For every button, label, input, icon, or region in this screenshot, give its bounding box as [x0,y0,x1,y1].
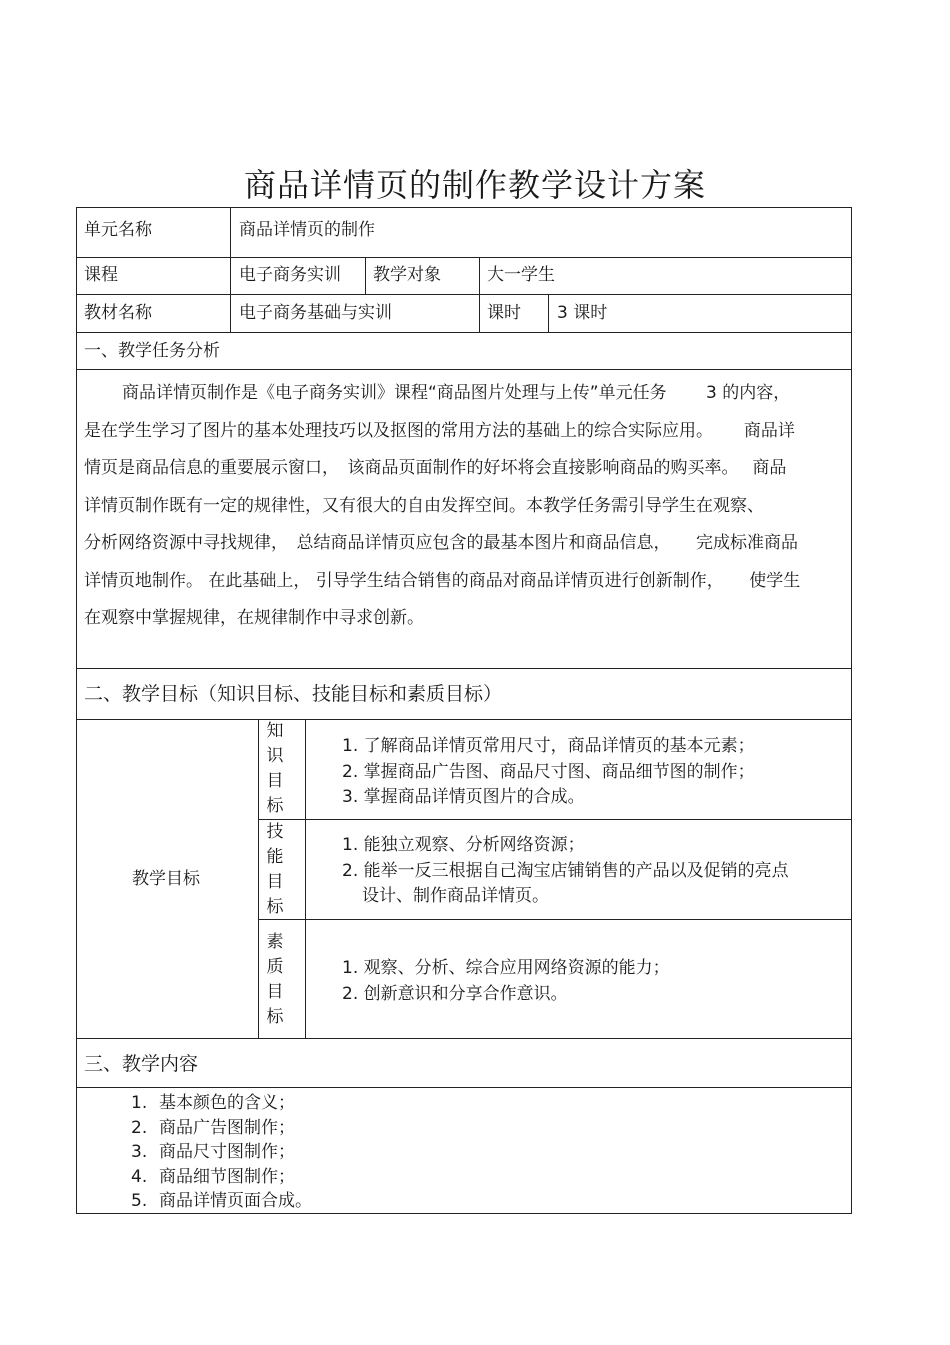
column-divider [230,207,231,332]
list-item: 3. 掌握商品详情页图片的合成。 [342,787,585,807]
knowledge-goal-list [342,734,755,811]
row-divider [76,369,852,370]
row-divider [76,719,852,720]
hours-label: 课时 [487,303,521,323]
paragraph-line: 详情页制作既有一定的规律性，又有很大的自由发挥空间。本教学任务需引导学生在观察、 [84,495,764,516]
list-item: 2. 能举一反三根据自己淘宝店铺销售的产品以及促销的亮点 [342,860,789,881]
list-item: 1. 了解商品详情页常用尺寸，商品详情页的基本元素； [342,736,755,756]
audience-value: 大一学生 [487,265,555,285]
textbook-label: 教材名称 [84,303,152,323]
teaching-content-list [131,1091,312,1214]
section-heading-objectives: 二、教学目标（知识目标、技能目标和素质目标） [84,683,503,705]
paragraph-line: 商品详情页制作是《电子商务实训》课程“商品图片处理与上传”单元任务 3 的内容， [122,383,791,403]
list-item: 1. 观察、分析、综合应用网络资源的能力； [342,958,670,978]
row-divider [76,332,852,333]
list-item: 2. 掌握商品广告图、商品尺寸图、商品细节图的制作； [342,761,755,782]
table-border-top [76,207,852,208]
task-analysis-paragraph [84,375,844,638]
unit-name-label: 单元名称 [84,220,152,240]
paragraph-line: 情页是商品信息的重要展示窗口， 该商品页面制作的好坏将会直接影响商品的购买率。 商品 [84,458,787,478]
list-item: 4. 商品细节图制作； [131,1166,295,1187]
course-label: 课程 [84,265,118,285]
column-divider [305,719,306,1038]
row-divider [76,1038,852,1039]
audience-label: 教学对象 [373,265,441,285]
unit-name-value: 商品详情页的制作 [239,220,375,240]
knowledge-goal-label: 知 识 目 标 [266,721,284,816]
row-divider [76,668,852,669]
paragraph-line: 分析网络资源中寻找规律， 总结商品详情页应包含的最基本图片和商品信息， 完成标准商品 [84,533,798,553]
document-title: 商品详情页的制作教学设计方案 [243,166,706,204]
column-divider [548,294,549,332]
list-item: 1. 能独立观察、分析网络资源； [342,835,585,855]
skill-goal-label: 技 能 目 标 [266,822,284,917]
section-heading-content: 三、教学内容 [84,1053,199,1075]
list-item: 设计、制作商品详情页。 [362,886,549,906]
list-item: 5. 商品详情页面合成。 [131,1191,312,1211]
quality-goal-list [342,956,670,1007]
textbook-value: 电子商务基础与实训 [239,303,392,323]
table-border-right [851,207,852,1214]
row-divider [258,919,852,920]
paragraph-line: 是在学生学习了图片的基本处理技巧以及抠图的常用方法的基础上的综合实际应用。 商品详 [84,420,795,441]
row-divider [76,1087,852,1088]
column-divider [258,719,259,1038]
row-divider [76,257,852,258]
quality-goal-label: 素 质 目 标 [266,932,284,1027]
column-divider [479,257,480,332]
table-border-left [76,207,77,1214]
column-divider [365,257,366,294]
paragraph-line: 在观察中掌握规律，在规律制作中寻求创新。 [84,608,424,628]
course-value: 电子商务实训 [239,265,341,285]
paragraph-line: 详情页地制作。 在此基础上， 引导学生结合销售的商品对商品详情页进行创新制作， 使学生 [84,570,801,591]
objectives-row-label: 教学目标 [132,869,200,889]
list-item: 2. 商品广告图制作； [131,1117,295,1138]
hours-value: 3 课时 [557,303,608,323]
row-divider [76,294,852,295]
list-item: 3. 商品尺寸图制作； [131,1142,295,1162]
list-item: 1. 基本颜色的含义； [131,1093,295,1113]
list-item: 2. 创新意识和分享合作意识。 [342,983,568,1004]
skill-goal-list [342,833,789,910]
section-heading-task-analysis: 一、教学任务分析 [84,341,220,361]
row-divider [258,819,852,820]
lesson-plan-table [76,207,852,1214]
